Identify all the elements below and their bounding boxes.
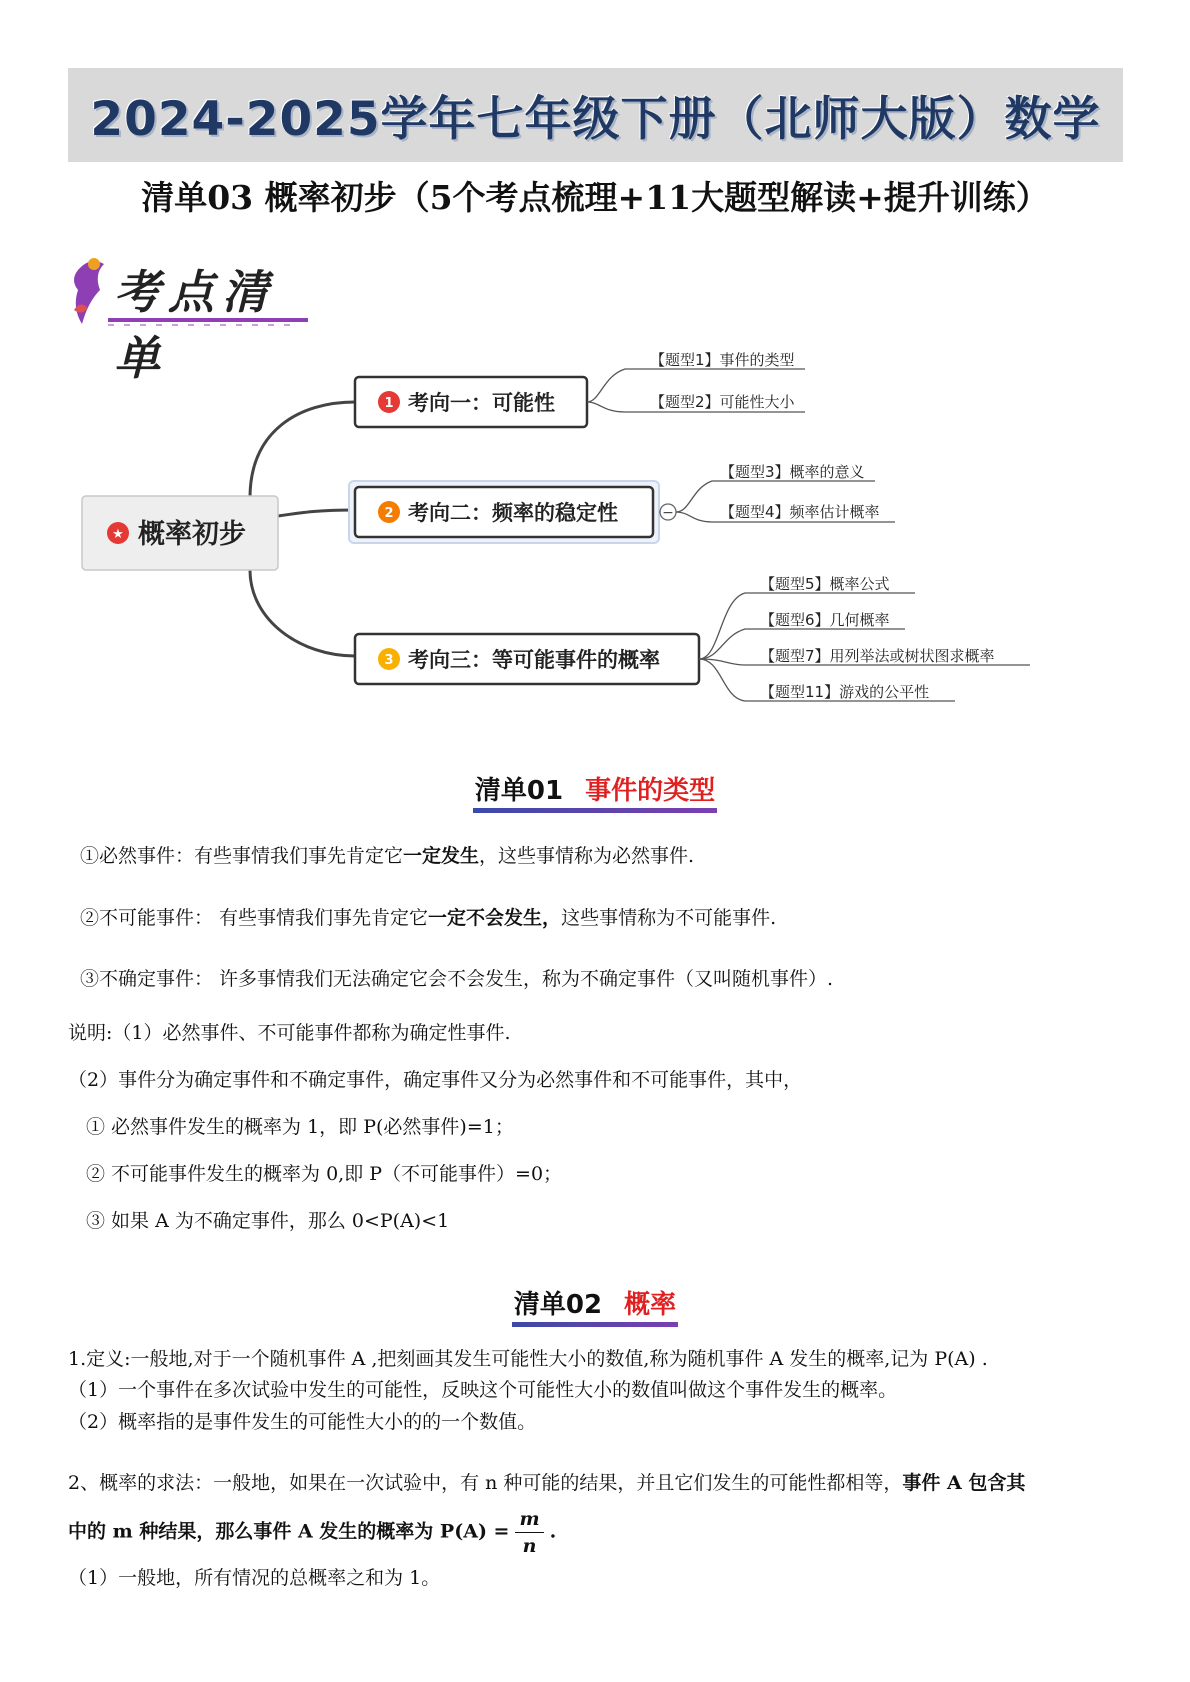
section-name: 事件的类型	[585, 776, 716, 806]
root-label: 概率初步	[138, 519, 246, 550]
uncertain-event-paragraph: ③不确定事件： 许多事情我们无法确定它会不会发生，称为不确定事件（又叫随机事件）.	[80, 968, 834, 990]
branch-node-2[interactable]	[349, 481, 659, 543]
leaf-3-3[interactable]: 【题型7】用列举法或树状图求概率	[760, 647, 995, 665]
method-paragraph: 2、概率的求法：一般地，如果在一次试验中，有 n 种可能的结果，并且它们发生的可能性都相等，事件 A 包含其	[68, 1472, 1026, 1494]
mindmap	[0, 340, 1190, 720]
collapse-toggle[interactable]	[660, 504, 676, 521]
branch-node-1[interactable]	[355, 377, 587, 427]
section-heading-02	[0, 1284, 1190, 1327]
branch-connector-1	[250, 402, 355, 498]
impossible-event-paragraph: ②不可能事件： 有些事情我们事先肯定它一定不会发生，这些事情称为不可能事件.	[80, 907, 777, 929]
collapse-icon: −	[662, 505, 674, 521]
heading-underline	[473, 808, 717, 813]
branch-label-1: 考向一：可能性	[408, 391, 555, 415]
section-name: 概率	[624, 1290, 677, 1320]
branch-label-3: 考向三：等可能事件的概率	[408, 648, 660, 672]
leaf-3-2[interactable]: 【题型6】几何概率	[760, 611, 890, 629]
definition-note-2: （2）概率指的是事件发生的可能性大小的的一个数值。	[68, 1411, 537, 1433]
section-number: 清单02	[513, 1290, 603, 1320]
logo-text: 考点清单	[114, 265, 276, 385]
leaf-2-1[interactable]: 【题型3】概率的意义	[720, 463, 865, 481]
classification-paragraph: （2）事件分为确定事件和不确定事件，确定事件又分为必然事件和不可能事件，其中，	[68, 1069, 803, 1091]
fraction-m-over-n: $\frac{m}{n}$	[515, 1506, 543, 1559]
certain-event-paragraph: ①必然事件：有些事情我们事先肯定它一定发生，这些事情称为必然事件.	[80, 845, 695, 867]
star-glyph: ★	[112, 527, 124, 542]
section-heading-01	[0, 770, 1190, 813]
page-subtitle: 清单03 概率初步（5个考点梳理+11大题型解读+提升训练）	[141, 178, 1049, 217]
kaodian-logo	[68, 250, 318, 385]
header-banner	[68, 68, 1123, 162]
leaf-1-1[interactable]: 【题型1】事件的类型	[650, 351, 795, 369]
branch-node-3[interactable]	[355, 634, 699, 684]
banner-title: 2024-2025学年七年级下册（北师大版）数学	[90, 92, 1101, 147]
badge-number-1: 1	[384, 396, 394, 411]
certain-probability-item: ① 必然事件发生的概率为 1，即 P(必然事件)=1；	[86, 1116, 514, 1138]
note-paragraph: 说明:（1）必然事件、不可能事件都称为确定性事件.	[68, 1022, 511, 1044]
branch-label-2: 考向二：频率的稳定性	[408, 501, 618, 525]
leaf-1-2[interactable]: 【题型2】可能性大小	[650, 393, 795, 411]
branch-connector-3	[250, 570, 355, 656]
total-probability-note: （1）一般地，所有情况的总概率之和为 1。	[68, 1567, 441, 1589]
impossible-probability-item: ② 不可能事件发生的概率为 0,即 P（不可能事件）=0；	[86, 1163, 563, 1185]
badge-number-2: 2	[384, 506, 394, 521]
definition-paragraph: 1.定义:一般地,对于一个随机事件 A ,把刻画其发生可能性大小的数值,称为随机事件 A 发生的概率,记为 P(A) .	[68, 1348, 988, 1370]
probability-formula-line: 中的 m 种结果，那么事件 A 发生的概率为 P(A) = $\frac{m}{n}$ .	[68, 1508, 557, 1557]
leaf-3-1[interactable]: 【题型5】概率公式	[760, 575, 890, 593]
section-number: 清单01	[474, 776, 564, 806]
root-node[interactable]	[82, 496, 278, 570]
badge-number-3: 3	[384, 653, 394, 668]
heading-underline	[512, 1322, 678, 1327]
leaf-3-4[interactable]: 【题型11】游戏的公平性	[760, 683, 930, 701]
uncertain-probability-item: ③ 如果 A 为不确定事件，那么 0<P(A)<1	[86, 1210, 450, 1232]
branch-connector-2	[278, 510, 355, 516]
definition-note-1: （1）一个事件在多次试验中发生的可能性，反映这个可能性大小的数值叫做这个事件发生的概率。	[68, 1379, 898, 1401]
leaf-2-2[interactable]: 【题型4】频率估计概率	[720, 503, 880, 521]
